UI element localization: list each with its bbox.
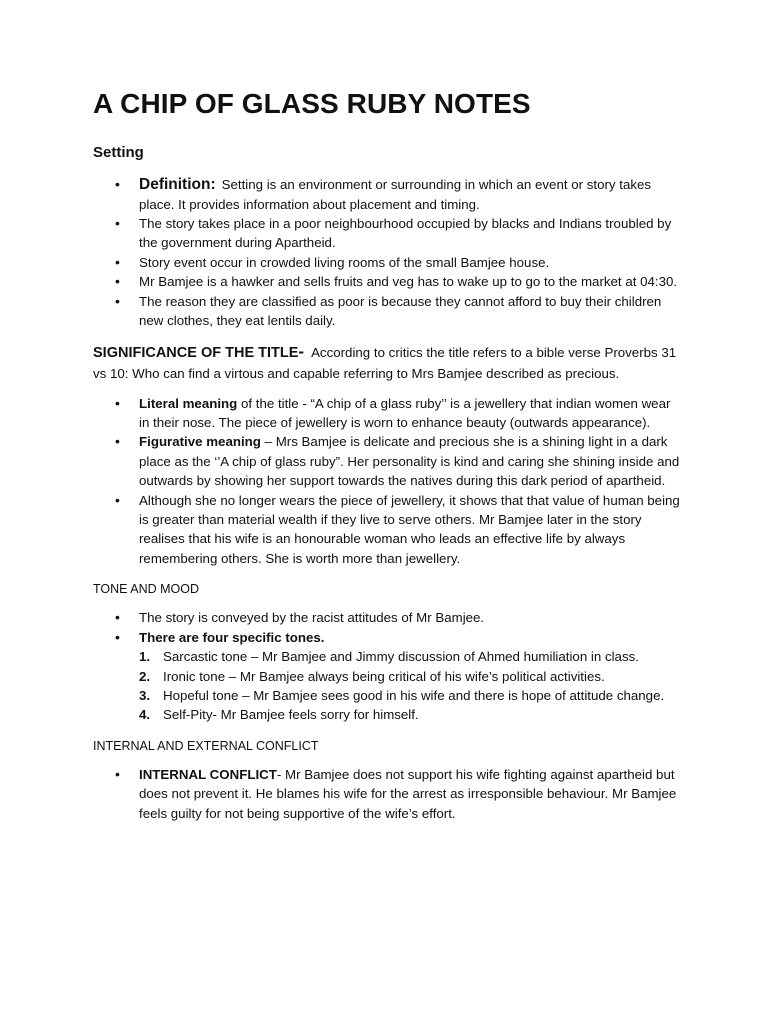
- section-heading-tone: TONE AND MOOD: [93, 582, 200, 597]
- list-item: [93, 394, 683, 433]
- list-item: • Although she no longer wears the piece of jewellery, it shows that that value of human being is greater than material wealth if they live to serve others. Mr Bamjee later in the story realises that his wife is an honourable woman who leads an effective life by always remembering others. She is worth more than jewellery.: [93, 491, 683, 569]
- tone-item: [139, 667, 683, 686]
- setting-list: [93, 175, 683, 330]
- internal-conflict-text: - Mr Bamjee does not support his wife fighting against apartheid but does not prevent it. He blames his wife for the arrest as irresponsible behaviour. Mr Bamjee feels guilty for not being supportive of the wife’s effort.: [139, 766, 677, 821]
- significance-intro: According to critics the title refers to a bible verse Proverbs 31 vs 10: Who can find a virtous and capable referring to Mrs Bamjee described as precious.: [93, 345, 677, 382]
- tone-text: Ironic tone – Mr Bamjee always being critical of his wife’s political activities.: [163, 668, 605, 684]
- section-heading-conflict: INTERNAL AND EXTERNAL CONFLICT: [93, 738, 319, 753]
- tone-number: 1.: [139, 649, 151, 665]
- list-item: • Story event occur in crowded living rooms of the small Bamjee house.: [93, 253, 683, 272]
- list-item: [93, 765, 683, 823]
- tone-text: Sarcastic tone – Mr Bamjee and Jimmy discussion of Ahmed humiliation in class.: [163, 649, 639, 665]
- figurative-text: – Mrs Bamjee is delicate and precious she is a shining light in a dark place as the ‘’A chip of glass ruby”. Her personality is kind and caring she shining inside and outwards by showing her support towards the natives during this dark period of apartheid.: [139, 434, 680, 489]
- tone-text: Hopeful tone – Mr Bamjee sees good in his wife and there is hope of attitude change.: [163, 687, 665, 703]
- conflict-list: [93, 765, 683, 823]
- list-item: • The reason they are classified as poor is because they cannot afford to buy their children new clothes, they eat lentils daily.: [93, 292, 683, 331]
- tone-list: [93, 608, 683, 724]
- literal-term: Literal meaning: [139, 395, 238, 411]
- internal-conflict-term: INTERNAL CONFLICT: [139, 766, 277, 782]
- tone-item: [139, 705, 683, 724]
- definition-text: Setting is an environment or surrounding in which an event or story takes place. It provides information about placement and timing.: [139, 177, 652, 212]
- tones-numbered-list: [139, 647, 683, 725]
- tone-item: [139, 686, 683, 705]
- tones-intro: There are four specific tones.: [139, 629, 325, 645]
- list-item: • Mr Bamjee is a hawker and sells fruits and veg has to wake up to go to the market at 04:30.: [93, 272, 683, 291]
- list-item: • The story is conveyed by the racist attitudes of Mr Bamjee.: [93, 608, 683, 627]
- literal-text: of the title - “A chip of a glass ruby’’ is a jewellery that indian women wear in their nose. The piece of jewellery is worn to enhance beauty (outwards appearance).: [139, 395, 671, 431]
- figurative-term: Figurative meaning: [139, 434, 261, 450]
- tone-number: 3.: [139, 687, 151, 703]
- significance-paragraph: [93, 342, 683, 383]
- list-item: • The story takes place in a poor neighbourhood occupied by blacks and Indians troubled by the government during Apartheid.: [93, 214, 683, 253]
- list-item: [93, 175, 683, 214]
- significance-list: [93, 394, 683, 569]
- tone-item: [139, 647, 683, 666]
- list-item: [93, 432, 683, 490]
- tone-number: 2.: [139, 668, 151, 684]
- definition-term: Definition:: [139, 176, 216, 194]
- page-title: A CHIP OF GLASS RUBY NOTES: [93, 88, 531, 119]
- section-heading-significance: SIGNIFICANCE OF THE TITLE: [93, 345, 299, 362]
- significance-dash: -: [298, 342, 305, 362]
- tone-number: 4.: [139, 707, 151, 723]
- document-body: [93, 88, 683, 823]
- tone-text: Self-Pity- Mr Bamjee feels sorry for himself.: [163, 707, 419, 723]
- list-item: [93, 628, 683, 725]
- section-heading-setting: Setting: [93, 144, 144, 162]
